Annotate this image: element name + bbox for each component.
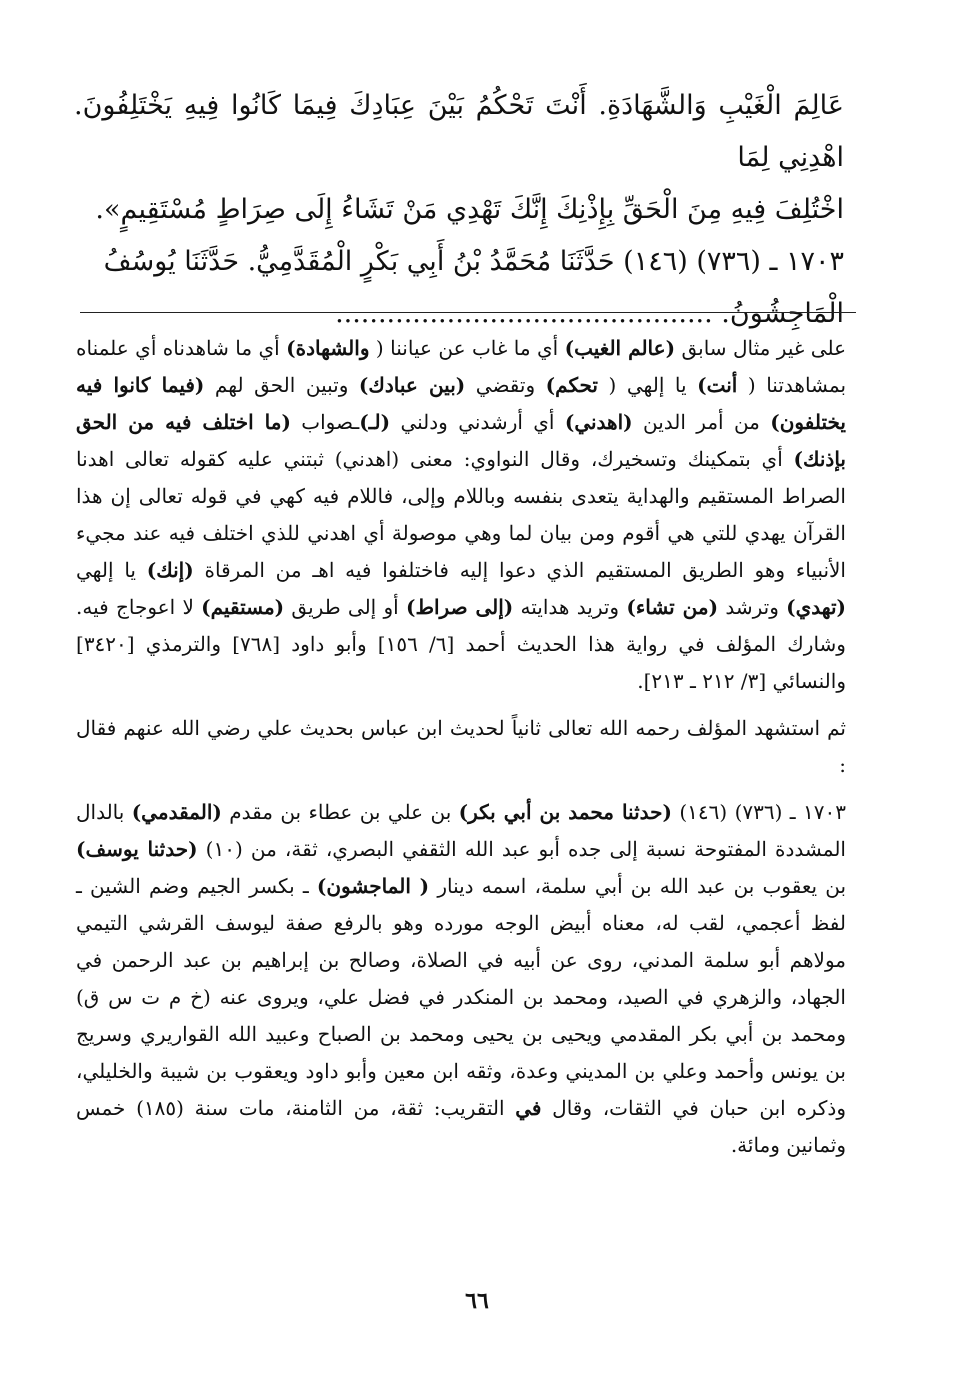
quoted-term: (لـ) [359,410,391,434]
commentary-text: وتبين الحق لهم [204,373,359,397]
quoted-term: أنت) [697,373,738,397]
commentary-text: أي ما غاب عن عياننا ( [369,336,565,360]
commentary-text: ـصواب [290,410,360,434]
commentary-paragraph [76,794,846,1164]
commentary-text: أو إلى طريق [284,595,407,619]
quoted-term: والشهادة) [286,336,370,360]
quoted-term: (اهدني) [564,410,633,434]
hadith-narrator-name: الْمَاجِشُونُ. [721,298,844,329]
commentary-text: أي أرشدني ودلني [390,410,565,434]
commentary-text: يا إلهي [76,558,147,582]
omission-dots: ............................................ [335,298,713,329]
quoted-term: (إنك) [146,558,194,582]
quoted-term: ( الماجشون) [316,874,430,898]
quoted-term: (ما اختلف فيه من الحق بإذنك) [76,410,846,471]
quoted-term: (حدثنا يوسف) [76,837,198,861]
commentary-paragraph [76,330,846,700]
commentary-text: بالدال المشددة المفتوحة نسبة إلى جده أبو عبد الله الثقفي البصري، ثقة، من (١٠) [76,800,846,861]
quoted-term: (من تشاء) [626,595,719,619]
quoted-term: تحكم) [545,373,598,397]
hadith-line: ١٧٠٣ ـ (٧٣٦) (١٤٦) حَدَّثَنَا مُحَمَّدُ بْنُ أَبِي بَكْرٍ الْمُقَدَّمِيُّ. حَدَّثَنَا يُوسُفُ [103,246,844,277]
commentary-text: وترشد [718,595,787,619]
commentary-text: وتريد هدايته [513,595,627,619]
commentary-block [76,330,846,1164]
quoted-term: (حدثنا محمد بن أبي بكر) [458,800,672,824]
quoted-term: (عالم الغيب) [564,336,676,360]
footnote-divider [80,312,856,313]
quoted-term: (فيما كانوا فيه يختلفون) [76,373,846,434]
quoted-term: (بين عبادك) [358,373,466,397]
quoted-term: (إلى صراط) [406,595,514,619]
commentary-text: على غير مثال سابق [675,336,846,360]
quoted-term: (المقدمي) [131,800,222,824]
commentary-text: أي بتمكينك وتسخيرك، وقال النواوي: معنى (اهدني) ثبتني عليه كقوله تعالى اهدنا الصراط المستقيم والهداية يتعدى بنفسه وباللام وإلى، فاللام فيه كهي في قوله تعالى إن هذا القرآن يهدي للتي هي أقوم ومن بيان لما وهي موصولة أي اهدني للذي اختلف فيه عند مجيء الأنبياء وهو الطريق المستقيم الذي دعوا إليه فاختلفوا فيه اهـ من المرقاة [76,447,846,582]
commentary-text: وتقضي [465,373,546,397]
commentary-text: التقريب: ثقة، من الثامنة، مات سنة (١٨٥) خمس وثمانين ومائة. [76,1096,846,1157]
commentary-text: بن علي بن عطاء بن مقدم [221,800,459,824]
quoted-term: في [515,1096,542,1120]
commentary-text: من أمر الدين [632,410,771,434]
quoted-term: (تهدي) [786,595,847,619]
commentary-text: بن يعقوب بن عبد الله بن أبي سلمة، اسمه دينار [429,874,847,898]
hadith-line: اخْتُلِفَ فِيهِ مِنَ الْحَقِّ بِإِذْنِكَ إِنَّكَ تَهْدِي مَنْ تَشَاءُ إِلَى صِرَاطٍ مُسْتَقِيمٍ». [95,194,844,225]
commentary-text: ١٧٠٣ ـ (٧٣٦) (١٤٦) [671,800,846,824]
quoted-term: (مستقيم) [201,595,285,619]
commentary-paragraph: ثم استشهد المؤلف رحمه الله تعالى ثانياً لحديث ابن عباس بحديث علي رضي الله عنهم فقال : [76,716,846,777]
commentary-text: أي ما شاهدناه أي علمناه بمشاهدتنا ( [76,336,847,397]
hadith-line: عَالِمَ الْغَيْبِ وَالشَّهَادَةِ. أَنْتَ تَحْكُمُ بَيْنَ عِبَادِكَ فِيمَا كَانُوا فِيهِ يَخْتَلِفُونَ. اهْدِنِي لِمَا [74,90,844,173]
commentary-text: لا اعوجاج فيه. وشارك المؤلف في رواية هذا الحديث أحمد [٦/ ١٥٦] وأبو داود [٧٦٨] والترمذي [٣٤٢٠] والنسائي [٣/ ٢١٢ ـ ٢١٣]. [76,595,846,693]
commentary-text: ـ بكسر الجيم وضم الشين ـ لفظ أعجمي، لقب له، معناه أبيض الوجه مورده وهو بالرفع صفة ليوسف القرشي التيمي مولاهم أبو سلمة المدني، روى عن أبيه في الصلاة، وصالح بن إبراهيم بن عبد الرحمن في الجهاد، والزهري في الصيد، ومحمد بن المنكدر في فضل علي، ويروى عنه (خ م ت س ق) ومحمد بن أبي بكر المقدمي ويحيى بن يحيى ومحمد بن الصباح وعبيد الله القواريري وسريج بن يونس وأحمد وعلي بن المديني وعدة، وثقه ابن معين وأبو داود ويعقوب بن شيبة والخليلي، وذكره ابن حبان في الثقات، وقال [76,874,846,1120]
commentary-text: يا إلهي ( [597,373,698,397]
page-number: ٦٦ [465,1288,489,1314]
hadith-text-block [74,80,844,340]
